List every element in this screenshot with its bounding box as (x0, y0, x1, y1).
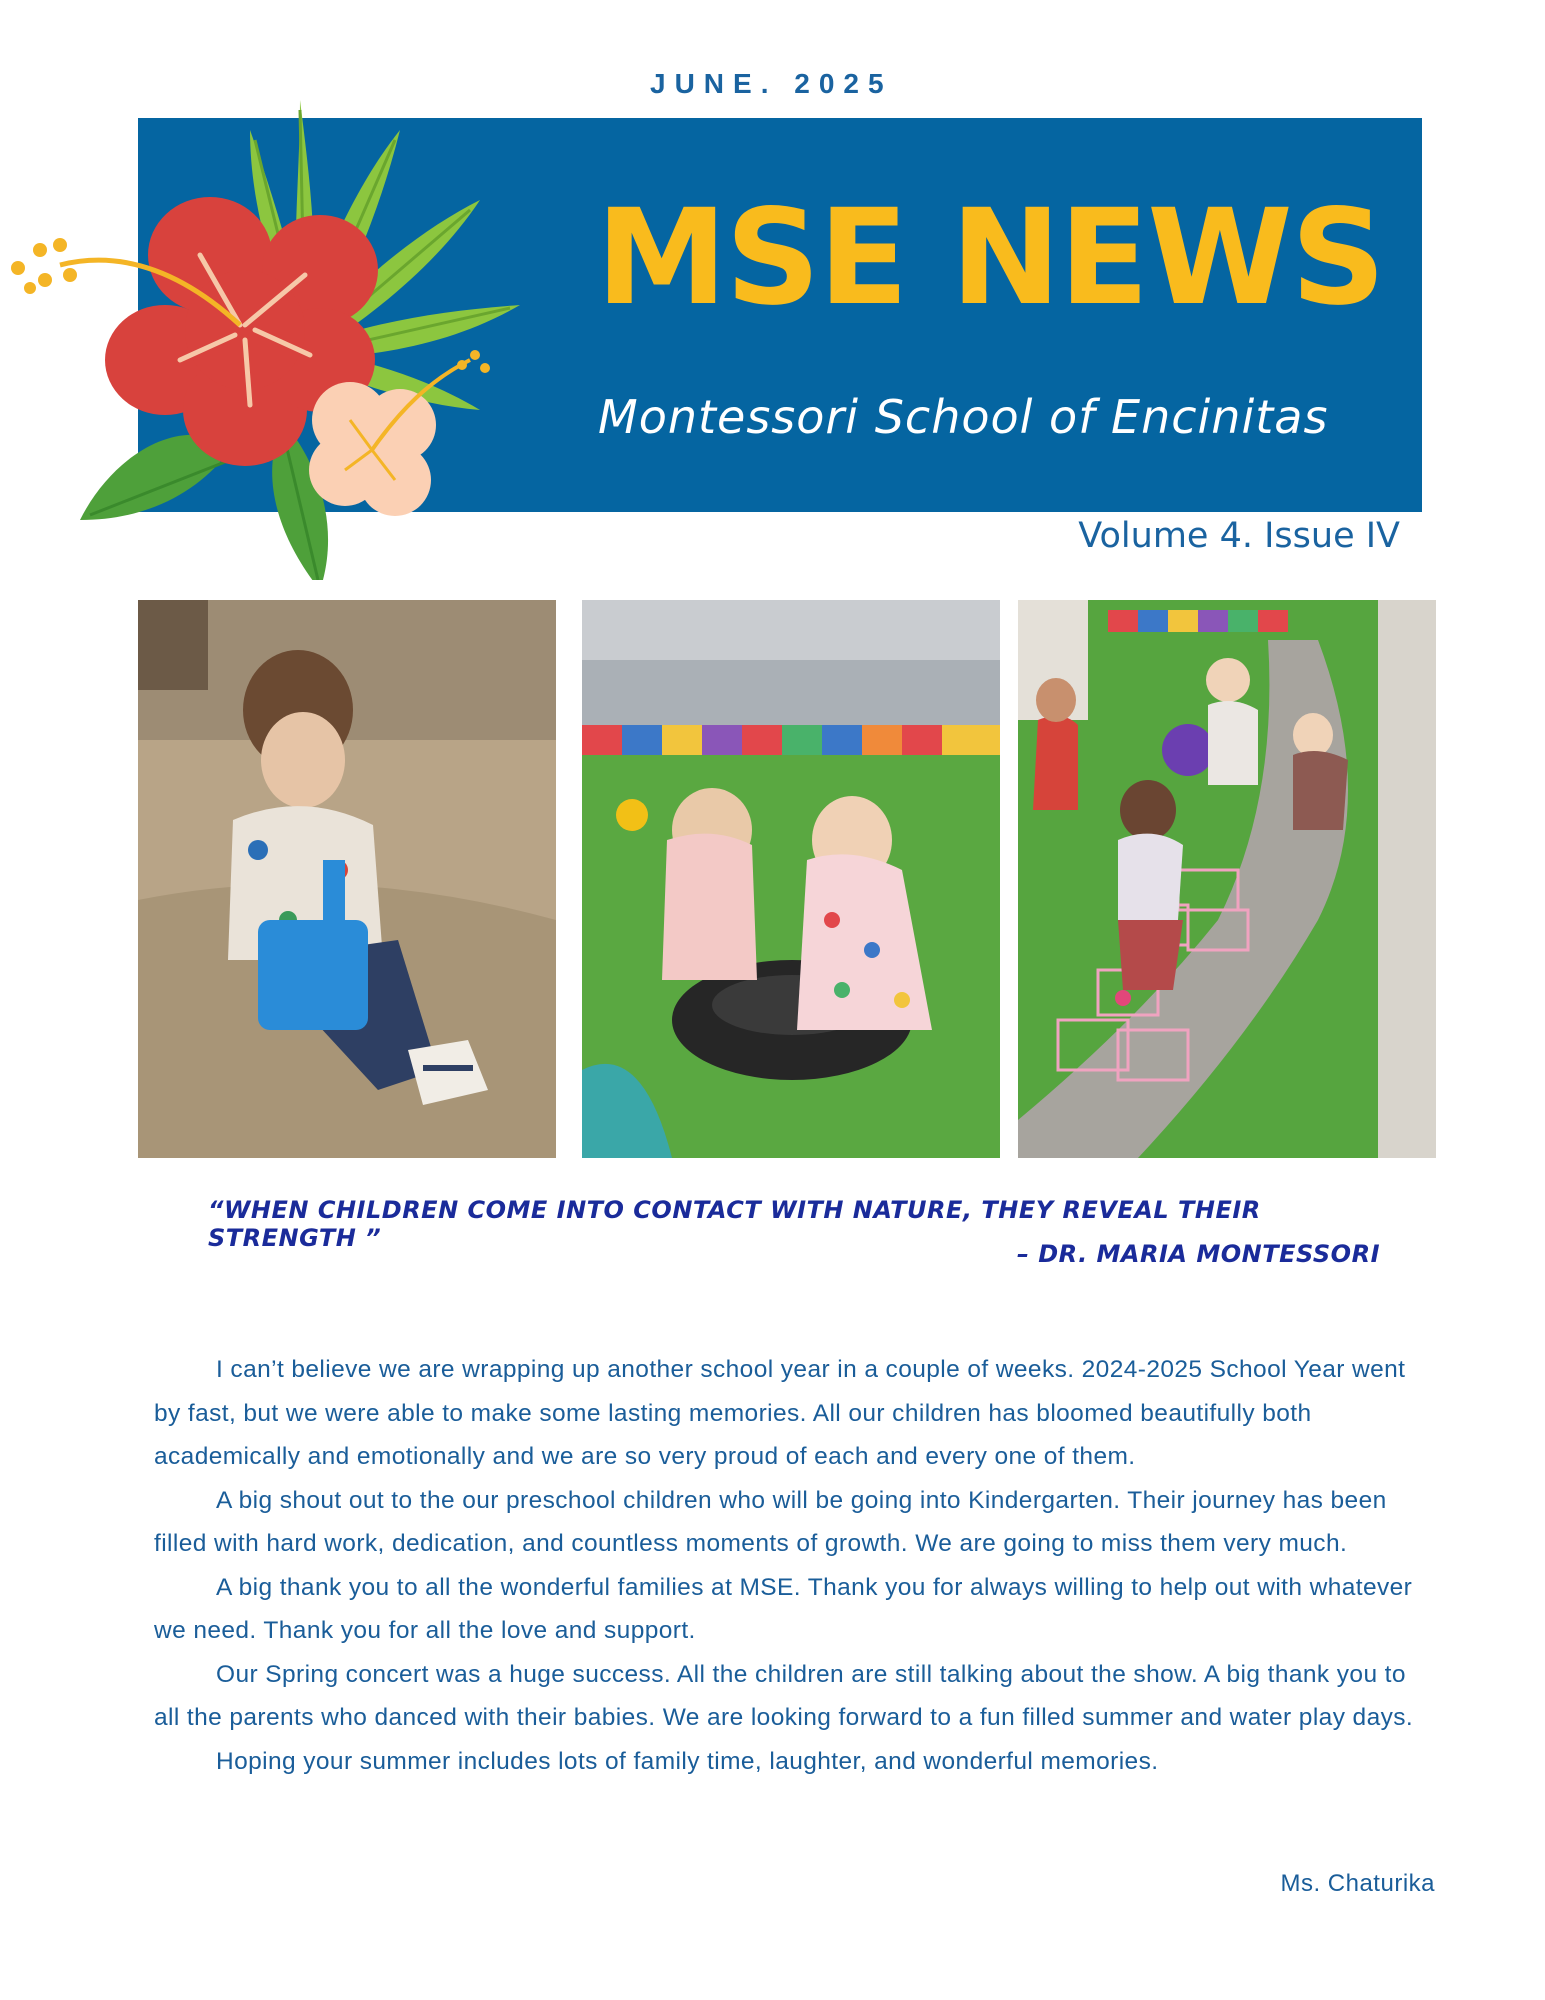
letter-paragraph: Our Spring concert was a huge success. All the children are still talking about the show. A big thank you to all the parents who danced with their babies. We are looking forward to a fun filled summer and water play days. (154, 1660, 1414, 1731)
newsletter-title: MSE NEWS (596, 181, 1384, 335)
letter-paragraph: A big shout out to the our preschool children who will be going into Kindergarten. Their journey has been filled with hard work, dedication, and countless moments of growth. We are going to miss them very much. (154, 1486, 1387, 1557)
signature: Ms. Chaturika (1280, 1870, 1435, 1897)
quote-author: – DR. MARIA MONTESSORI (1016, 1240, 1380, 1268)
photo-hopscotch (1018, 600, 1436, 1158)
photo-sandbox (138, 600, 556, 1158)
volume-issue: Volume 4. Issue IV (1078, 516, 1400, 556)
letter-paragraph: A big thank you to all the wonderful families at MSE. Thank you for always willing to help out with whatever we need. Thank you for all the love and support. (154, 1573, 1413, 1644)
children-on-tire-photo-icon (582, 600, 1000, 1158)
school-name: Montessori School of Encinitas (598, 390, 1329, 444)
photo-tire (582, 600, 1000, 1158)
child-in-sandbox-photo-icon (138, 600, 556, 1158)
letter-paragraph: Hoping your summer includes lots of family time, laughter, and wonderful memories. (216, 1747, 1159, 1775)
letter-body (154, 1348, 1416, 1783)
letter-paragraph: I can’t believe we are wrapping up another school year in a couple of weeks. 2024-2025 School Year went by fast, but we were able to make some lasting memories. All our children has bloomed beautifully both academically and emotionally and we are so very proud of each and every one of them. (154, 1356, 1406, 1470)
children-playing-hopscotch-photo-icon (1018, 600, 1436, 1158)
hibiscus-flower-icon (0, 40, 580, 580)
quote-text: “WHEN CHILDREN COME INTO CONTACT WITH NATURE, THEY REVEAL THEIR STRENGTH ” (208, 1196, 1261, 1252)
issue-date: JUNE. 2025 (650, 68, 893, 99)
